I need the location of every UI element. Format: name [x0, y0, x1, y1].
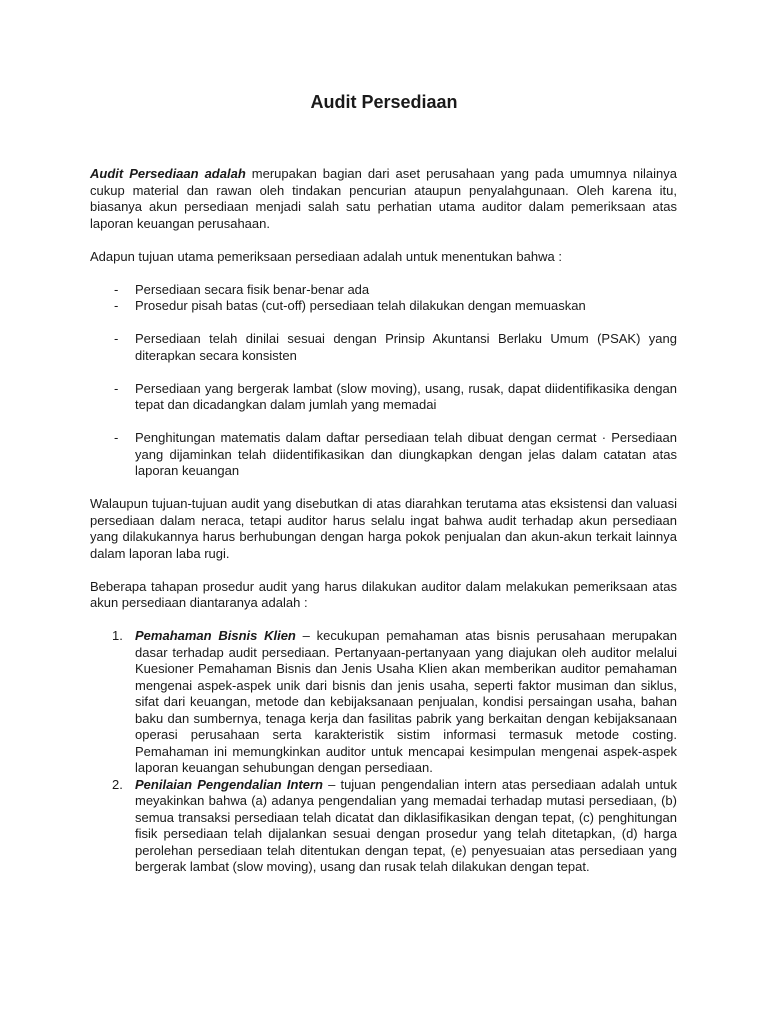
purpose-item: - Persediaan telah dinilai sesuai dengan Prinsip Akuntansi Berlaku Umum (PSAK) yang diterapkan secara konsisten	[90, 331, 677, 364]
step-text: – tujuan pengendalian intern atas persediaan adalah untuk meyakinkan bahwa (a) adanya pengendalian yang memadai terhadap mutasi persediaan, (b) semua transaksi persediaan telah dicatat dan diklasifikasikan dengan tepat, (c) penghitungan fisik persediaan telah dijalankan sesuai dengan prosedur yang telah ditetapkan, (d) harga perolehan persediaan telah ditentukan dengan tepat, (e) penyesuaian atas persediaan yang bergerak lambat (slow moving), usang dan rusak telah dilakukan dengan tepat.	[135, 776, 677, 874]
page-title: Audit Persediaan	[310, 92, 458, 112]
step-term: Pemahaman Bisnis Klien	[135, 628, 296, 643]
purpose-lead: Adapun tujuan utama pemeriksaan persediaan adalah untuk menentukan bahwa :	[90, 248, 562, 264]
purpose-item: - Prosedur pisah batas (cut-off) persediaan telah dilakukan dengan memuaskan	[90, 298, 677, 315]
step-number: 2.	[112, 776, 123, 792]
intro-term: Audit Persediaan adalah	[90, 166, 246, 181]
purpose-item: - Penghitungan matematis dalam daftar persediaan telah dibuat dengan cermat · Persediaan yang dijaminkan telah diidentifikasikan dan diungkapkan dengan jelas dalam catatan atas laporan keuangan	[90, 430, 677, 480]
step-term: Penilaian Pengendalian Intern	[135, 776, 323, 792]
step-item	[90, 628, 677, 777]
step-text: – kecukupan pemahaman atas bisnis perusahaan merupakan dasar terhadap audit persediaan. Pertanyaan-pertanyaan yang diajukan oleh auditor melalui Kuesioner Pemahaman Bisnis dan Jenis Usaha Klien akan memberikan auditor pemahaman mengenai aspek-aspek unik dari bisnis dan jenis usaha, seperti faktor musiman dan siklus, sifat dari keuangan, metode dan kebijaksanaan penjualan, kondisi persaingan usaha, bahan baku dan sumbernya, tenaga kerja dan fasilitas pabrik yang berkaitan dengan kebijaksanaan operasi perusahaan serta karakteristik sistim informasi termasuk metode costing. Pemahaman ini memungkinkan auditor untuk mencapai kesimpulan mengenai aspek-aspek laporan keuangan sehubungan dengan persediaan.	[135, 628, 677, 775]
purpose-list	[90, 282, 677, 480]
intro-text: merupakan bagian dari aset perusahaan yang pada umumnya nilainya cukup material dan rawan oleh tindakan pencurian ataupun penyalahgunaan. Oleh karena itu, biasanya akun persediaan menjadi salah satu perhatian utama auditor dalam pemeriksaan atas laporan keuangan perusahaan.	[90, 166, 677, 231]
steps-list	[90, 628, 677, 876]
intro-paragraph	[90, 166, 677, 232]
purpose-item: - Persediaan yang bergerak lambat (slow moving), usang, rusak, dapat diidentifikasika dengan tepat dan dicadangkan dalam jumlah yang memadai	[90, 381, 677, 414]
step-item	[90, 777, 677, 876]
purpose-item: - Persediaan secara fisik benar-benar ada	[90, 282, 677, 299]
beberapa-paragraph: Beberapa tahapan prosedur audit yang harus dilakukan auditor dalam melakukan pemeriksaan atas akun persediaan diantaranya adalah :	[90, 578, 677, 610]
walaupun-paragraph: Walaupun tujuan-tujuan audit yang disebutkan di atas diarahkan terutama atas eksistensi dan valuasi persediaan dalam neraca, tetapi auditor harus selalu ingat bahwa audit terhadap akun persediaan yang dilakukannya harus berhubungan dengan harga pokok penjualan dan akun-akun terkait lainnya dalam laporan laba rugi.	[90, 496, 677, 561]
document-body	[90, 166, 677, 876]
step-number: 1.	[112, 628, 123, 643]
